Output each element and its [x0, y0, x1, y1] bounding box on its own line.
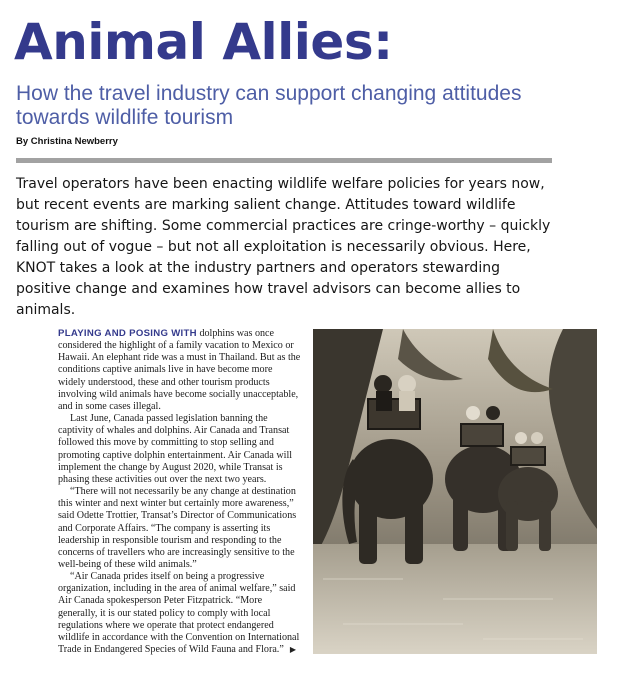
intro-paragraph: Travel operators have been enacting wildlife welfare policies for years now, but recent events are marking salient change. Attitudes toward wildlife tourism are shifting. Some commercial practices are cringe-worthy – quickly falling out of vogue – but not all exploitation is necessarily obvious. Here, KNOT takes a look at the industry partners and operators stewarding positive change and examines how travel advisors can become allies to animals. — [16, 176, 551, 318]
divider-rule — [16, 158, 552, 163]
article-title: Animal Allies: — [14, 13, 393, 71]
elephant-ride-photo — [313, 329, 597, 654]
lead-in: PLAYING AND POSING WITH — [58, 328, 197, 339]
byline: By Christina Newberry — [16, 136, 118, 147]
continue-arrow-icon: ▶ — [289, 645, 296, 655]
photo-illustration — [313, 329, 597, 654]
article-subtitle: How the travel industry can support changing attitudes towards wildlife tourism — [16, 82, 522, 129]
body-paragraph-2: Last June, Canada passed legislation banning the captivity of whales and dolphins. Air Canada and Transat followed this move by committing to stop selling and promoting captive dolphin entertainment. Air Canada will implement the change by August 2020, while Transat is phasing these activities out over the next two years. — [58, 413, 293, 485]
body-paragraph-4-text: “Air Canada prides itself on being a progressive organization, including in the area of animal welfare,” said Air Canada spokesperson Peter Fitzpatrick. “More generally, it is our stated policy to comply with local regulations where we operate that protect endangered wildlife in accordance with the Convention on International Trade in Endangered Species of Wild Fauna and Flora.” — [58, 571, 300, 656]
body-column — [58, 328, 301, 656]
body-paragraph-1 — [58, 328, 301, 413]
body-paragraph-1-text: dolphins was once considered the highlight of a family vacation to Mexico or Hawaii. An elephant ride was a must in Thailand. But as the conditions captive animals live in have become more widely understood, these and other tourism products involving wild animals have become socially unacceptable, and in some cases illegal. — [58, 328, 301, 412]
body-paragraph-3: “There will not necessarily be any change at destination this winter and next winter but certainly more awareness,” said Odette Trottier, Transat’s Director of Communications and Corporate Affairs. “The company is asserting its leadership in responsible tourism and responding to the concerns of travellers who are increasingly sensitive to the well-being of these wild animals.” — [58, 486, 297, 570]
body-paragraph-4 — [58, 571, 301, 656]
